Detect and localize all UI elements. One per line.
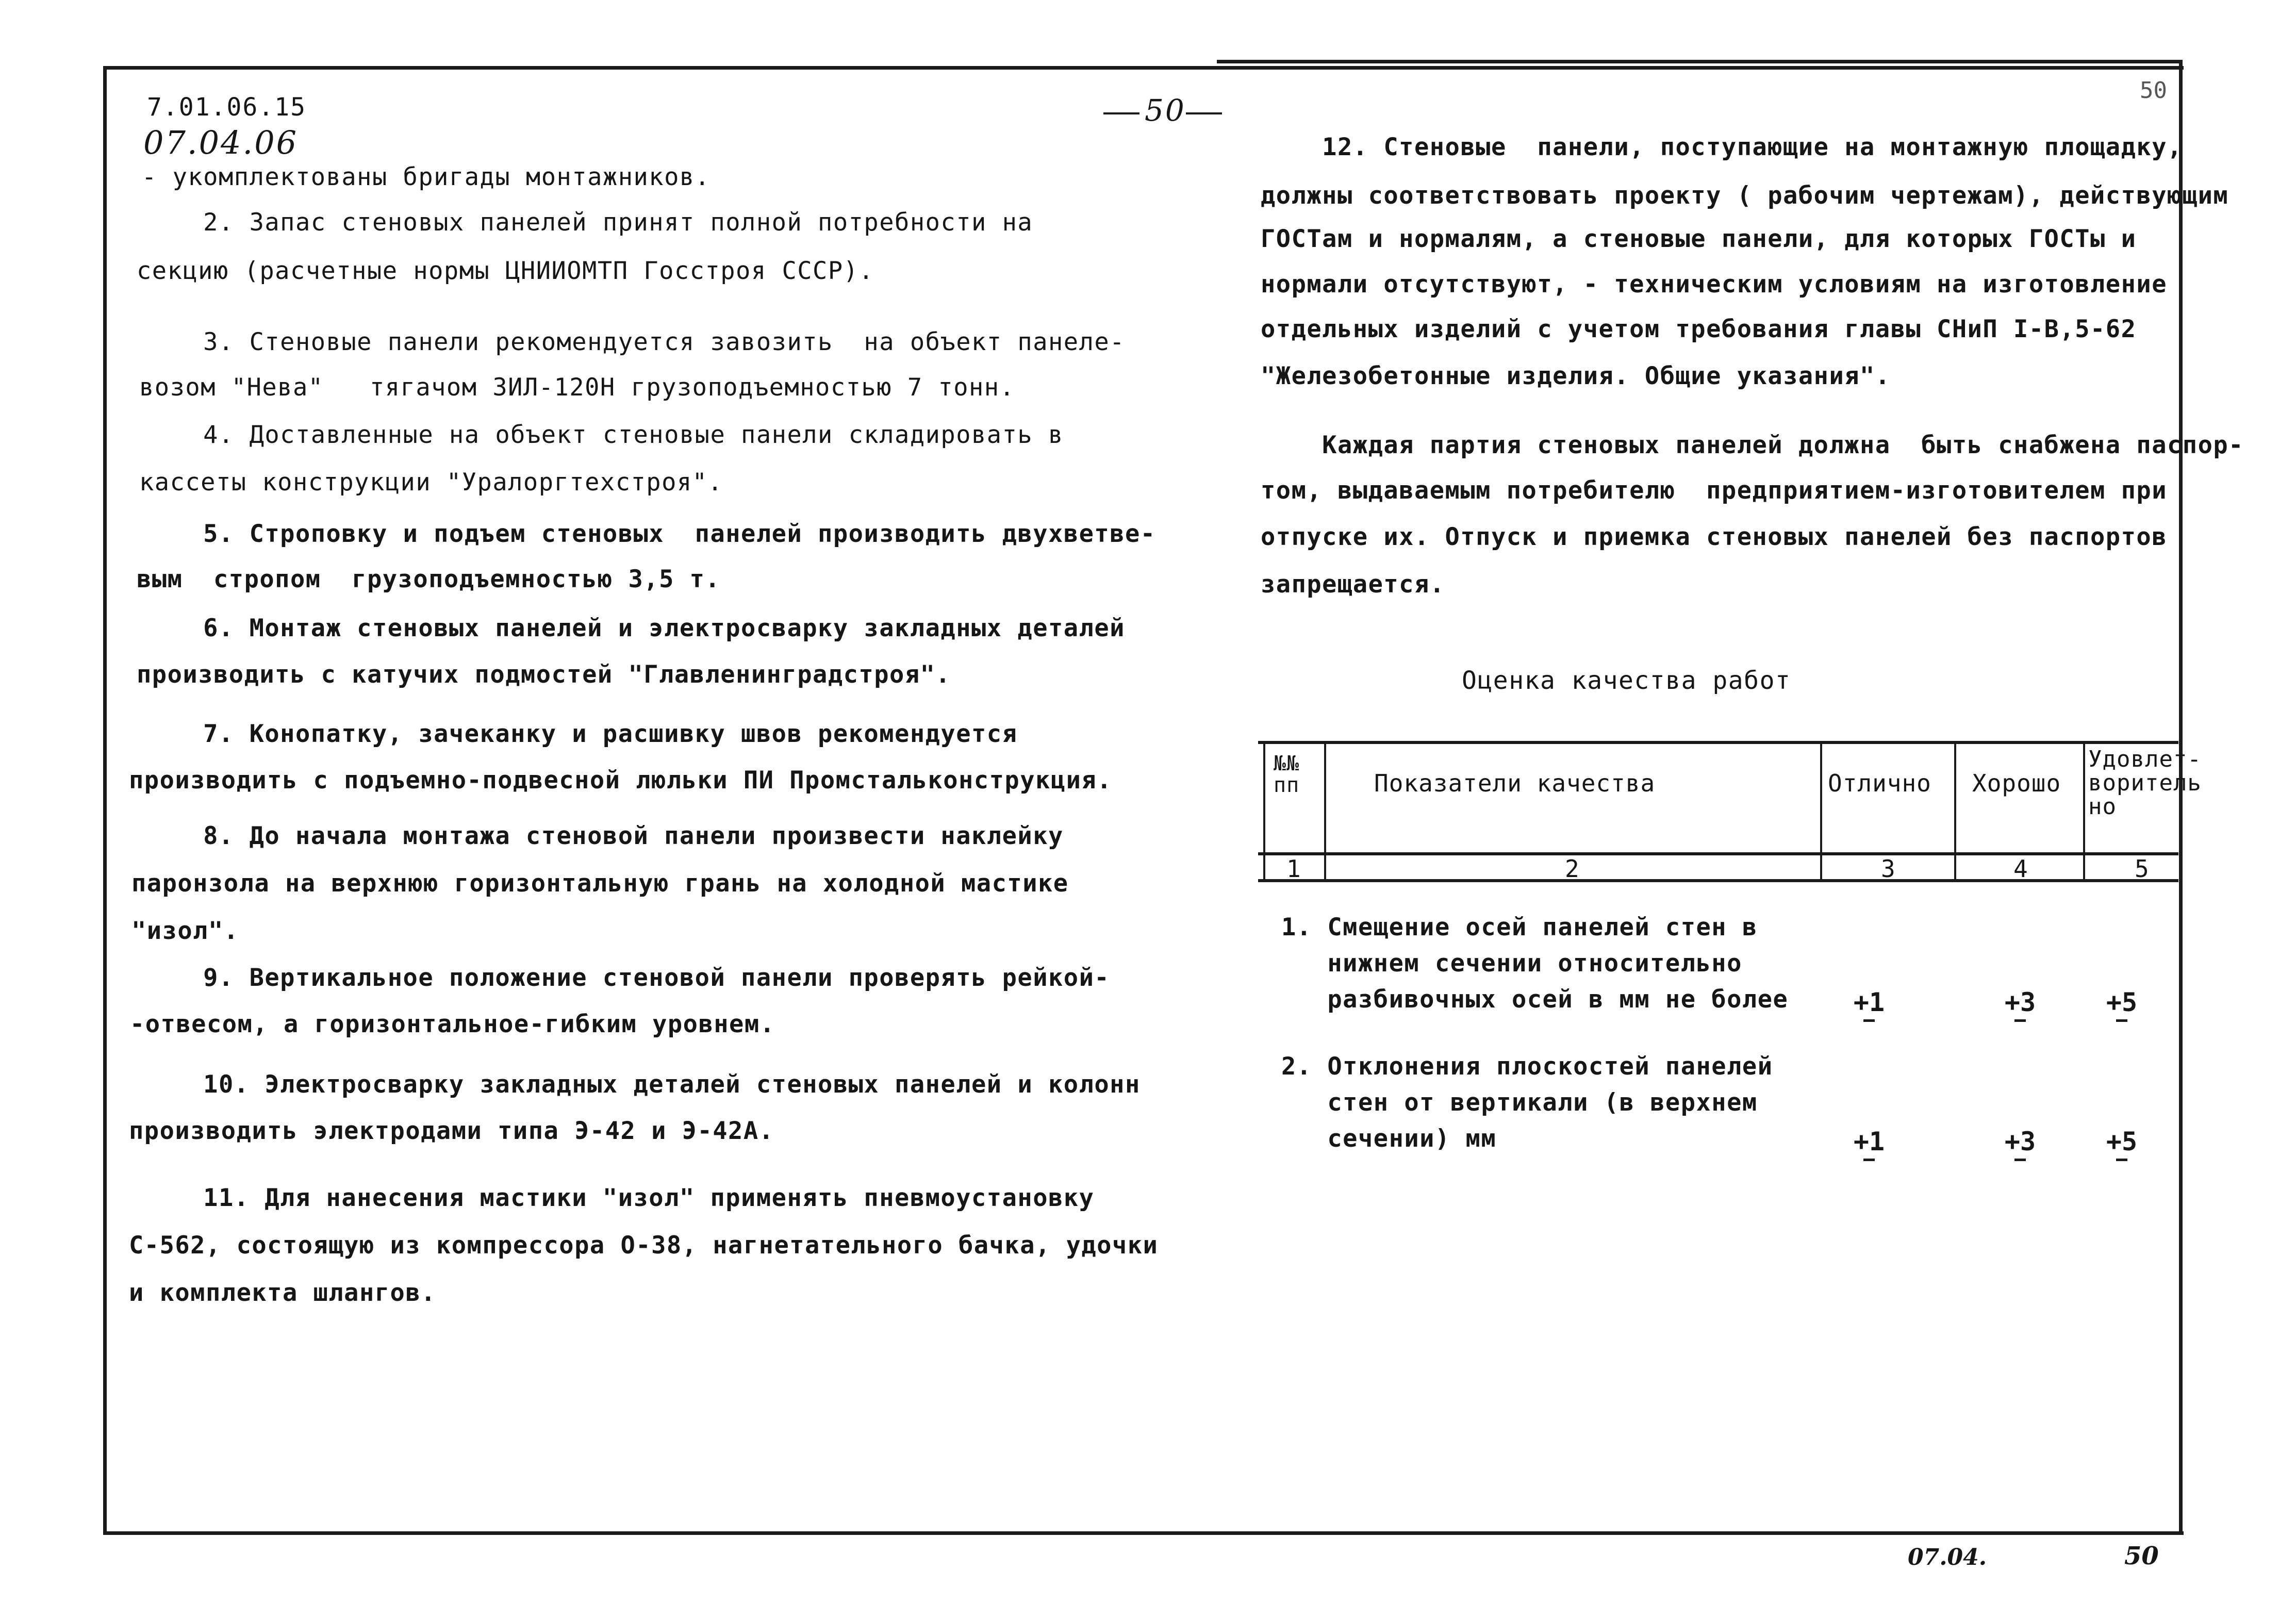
col-number-1: 1: [1286, 855, 1301, 883]
header-num: №№ пп: [1274, 752, 1300, 797]
page-number-dash-right: [1186, 112, 1222, 114]
tolerance-value-good: [2000, 987, 2041, 1022]
page-number-dash-left: [1103, 112, 1139, 114]
col-number-2: 2: [1565, 855, 1579, 883]
body-text-line: 2. Запас стеновых панелей принят полной потребности на: [142, 208, 1033, 237]
body-text-line: секцию (расчетные нормы ЦНИИОМТП Госстроя СССР).: [137, 257, 874, 285]
tolerance-value-excellent: [1848, 1127, 1890, 1161]
body-text-line: 8. До начала монтажа стеновой панели произвести наклейку: [142, 822, 1064, 850]
body-text-line: 11. Для нанесения мастики "изол" применять пневмоустановку: [142, 1184, 1095, 1212]
body-text-line: производить с катучих подмостей "Главленинградстроя".: [137, 660, 951, 689]
header-satisfactory: Удовлет- воритель но: [2088, 746, 2202, 820]
body-text-line: возом "Нева" тягачом ЗИЛ-120Н грузоподъемностью 7 тонн.: [139, 373, 1015, 402]
table-col-divider: [2083, 742, 2085, 881]
handwritten-code: 07.04.06: [143, 124, 299, 161]
tolerance-value-excellent: [1848, 987, 1890, 1022]
body-text-line: вым стропом грузоподъемностью 3,5 т.: [137, 565, 721, 593]
minus-mark: [1863, 1159, 1875, 1161]
tolerance-text: +3: [2004, 987, 2036, 1017]
tolerance-value-good: [2000, 1127, 2041, 1161]
minus-mark: [2014, 1159, 2026, 1161]
body-text-line: запрещается.: [1261, 570, 1445, 599]
table-col-divider: [1263, 742, 1265, 881]
tolerance-text: +5: [2106, 1127, 2138, 1156]
tolerance-text: +1: [1853, 987, 1885, 1017]
body-text-line: паронзола на верхнюю горизонтальную грань на холодной мастике: [131, 869, 1069, 898]
corner-page-number: 50: [2140, 77, 2167, 104]
footer-stamp: 07.04.: [1908, 1544, 1987, 1571]
row-indicator-text: нижнем сечении относительно: [1281, 949, 1742, 978]
table-title: Оценка качества работ: [1462, 666, 1791, 695]
body-text-line: 12. Стеновые панели, поступающие на монтажную площадку,: [1261, 133, 2183, 161]
table-col-divider: [1820, 742, 1822, 881]
body-text-line: должны соответствовать проекту ( рабочим чертежам), действующим: [1261, 181, 2229, 210]
table-col-divider: [1324, 742, 1326, 881]
body-text-line: Каждая партия стеновых панелей должна быть снабжена паспор-: [1261, 431, 2244, 459]
minus-mark: [2014, 1019, 2026, 1022]
body-text-line: 10. Электросварку закладных деталей стеновых панелей и колонн: [142, 1070, 1141, 1099]
table-colnum-border: [1258, 879, 2178, 882]
body-text-line: 3. Стеновые панели рекомендуется завозить на объект панеле-: [142, 328, 1125, 356]
col-number-5: 5: [2135, 855, 2149, 883]
body-text-line: кассеты конструкции "Уралоргтехстроя".: [139, 468, 723, 497]
header-good: Хорошо: [1972, 769, 2061, 797]
body-text-line: производить электродами типа Э-42 и Э-42А.: [129, 1117, 774, 1145]
header-indicator: Показатели качества: [1374, 769, 1656, 797]
minus-mark: [2116, 1019, 2127, 1022]
body-text-line: отдельных изделий с учетом требования главы СНиП I-В,5-62: [1261, 315, 2137, 343]
body-text-line: 5. Строповку и подъем стеновых панелей производить двухветве-: [142, 520, 1156, 548]
row-indicator-text: 1. Смещение осей панелей стен в: [1281, 913, 1758, 941]
body-text-line: ГОСТам и нормалям, а стеновые панели, для которых ГОСТы и: [1261, 225, 2137, 253]
col-number-3: 3: [1881, 855, 1895, 883]
table-header-border: [1258, 852, 2178, 855]
tolerance-text: +3: [2004, 1127, 2036, 1156]
tolerance-value-satisfactory: [2101, 987, 2142, 1022]
header-excellent: Отлично: [1828, 769, 1931, 797]
footer-page: 50: [2124, 1542, 2159, 1571]
tolerance-text: +1: [1853, 1127, 1885, 1156]
body-text-line: "изол".: [131, 917, 239, 945]
body-text-line: 7. Конопатку, зачеканку и расшивку швов рекомендуется: [142, 720, 1018, 748]
body-text-line: С-562, состоящую из компрессора О-38, нагнетательного бачка, удочки: [129, 1231, 1159, 1260]
tolerance-value-satisfactory: [2101, 1127, 2142, 1161]
body-text-line: отпуске их. Отпуск и приемка стеновых панелей без паспортов: [1261, 523, 2167, 551]
body-text-line: производить с подъемно-подвесной люльки ПИ Промстальконструкция.: [129, 766, 1112, 795]
table-top-border: [1258, 741, 2178, 744]
body-text-line: - укомплектованы бригады монтажников.: [142, 163, 711, 191]
body-text-line: -отвесом, а горизонтальное-гибким уровнем.: [130, 1010, 775, 1038]
body-text-line: нормали отсутствуют, - техническим условиям на изготовление: [1261, 270, 2167, 299]
body-text-line: "Железобетонные изделия. Общие указания".: [1261, 362, 1891, 390]
row-indicator-text: разбивочных осей в мм не более: [1281, 985, 1789, 1014]
body-text-line: 6. Монтаж стеновых панелей и электросварку закладных деталей: [142, 614, 1125, 642]
body-text-line: и комплекта шлангов.: [129, 1279, 436, 1307]
body-text-line: 9. Вертикальное положение стеновой панели проверять рейкой-: [142, 964, 1110, 992]
table-col-divider: [1954, 742, 1956, 881]
body-text-line: том, выдаваемым потребителю предприятием-изготовителем при: [1261, 476, 2167, 505]
body-text-line: 4. Доставленные на объект стеновые панели складировать в: [142, 421, 1064, 449]
page-number: 50: [1145, 93, 1186, 128]
row-indicator-text: стен от вертикали (в верхнем: [1281, 1088, 1758, 1117]
row-indicator-text: 2. Отклонения плоскостей панелей: [1281, 1052, 1773, 1081]
minus-mark: [1863, 1019, 1875, 1022]
frame-top-right: [1217, 60, 2183, 63]
tolerance-text: +5: [2106, 987, 2138, 1017]
col-number-4: 4: [2013, 855, 2028, 883]
document-code: 7.01.06.15: [147, 93, 306, 122]
minus-mark: [2116, 1159, 2127, 1161]
row-indicator-text: сечении) мм: [1281, 1125, 1497, 1153]
